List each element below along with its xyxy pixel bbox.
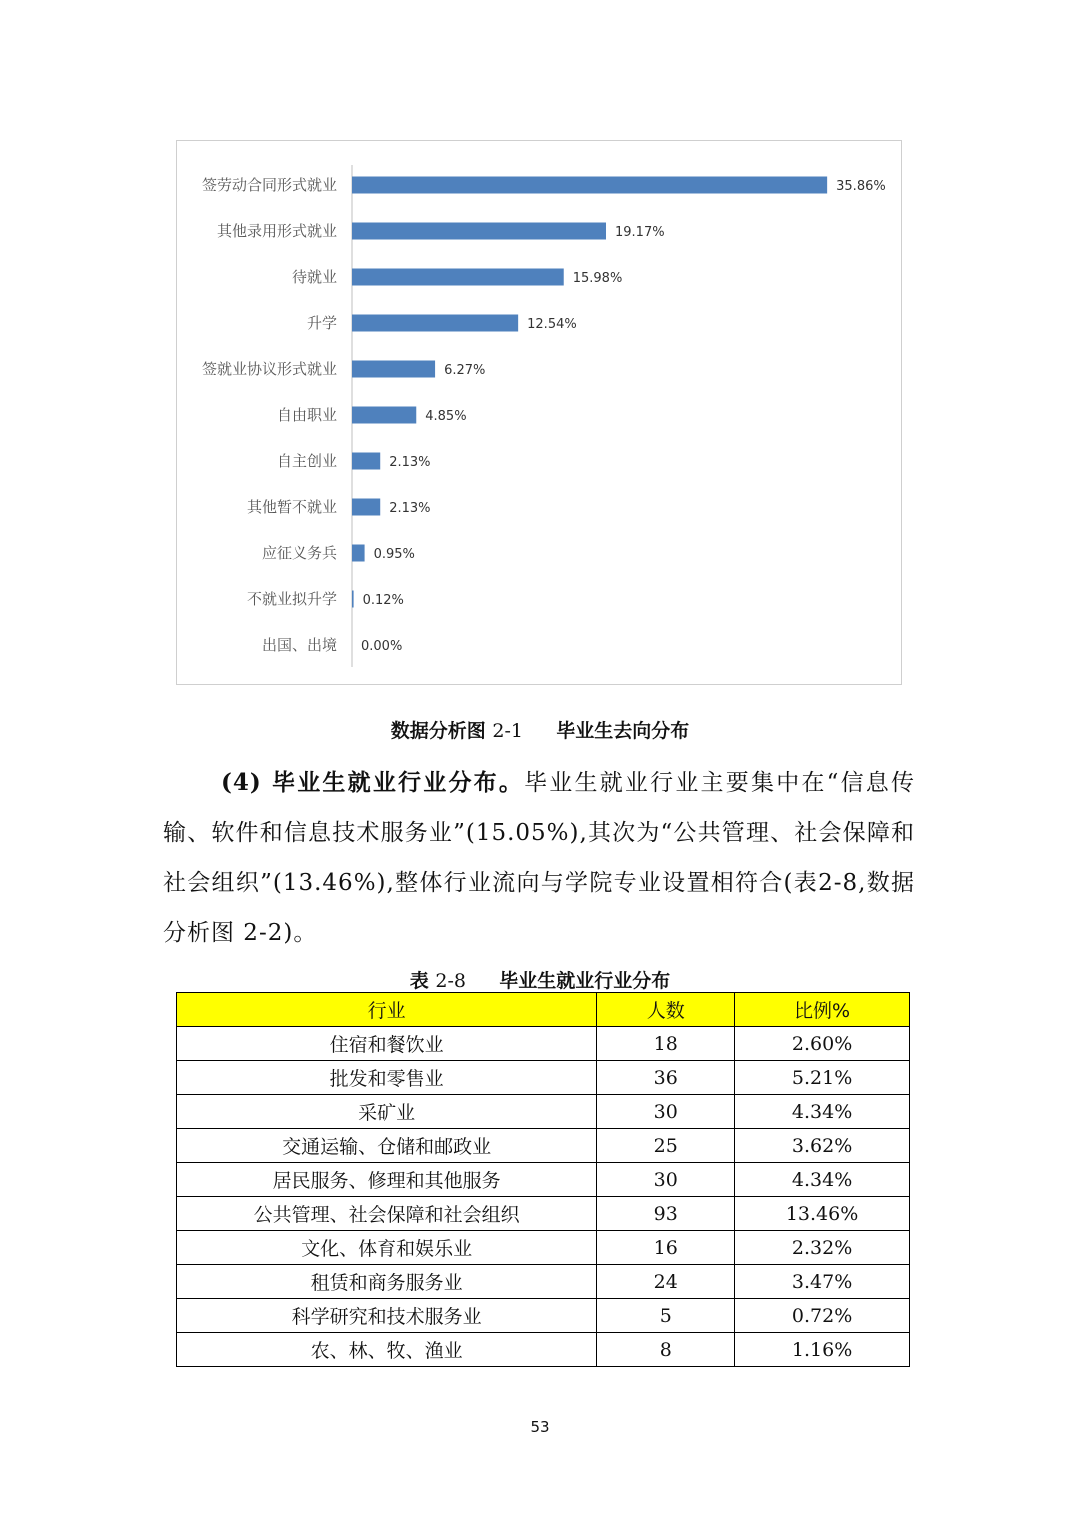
figure-caption [0,716,1080,743]
industry-cell: 文化、体育和娱乐业 [177,1231,597,1265]
category-label: 升学 [306,314,337,332]
bar [352,453,380,470]
bar-value-label: 12.54% [527,317,577,332]
header-ratio: 比例% [735,993,910,1027]
paragraph-lead: (4) 毕业生就业行业分布。 [221,769,525,796]
table-header-row [177,993,910,1027]
table-row [177,1095,910,1129]
industry-cell: 批发和零售业 [177,1061,597,1095]
category-label: 不就业拟升学 [246,590,337,608]
ratio-cell: 4.34% [735,1163,910,1197]
table-row [177,1163,910,1197]
category-label: 签就业协议形式就业 [201,360,337,378]
count-cell: 24 [597,1265,735,1299]
bar [352,269,564,286]
count-cell: 36 [597,1061,735,1095]
industry-cell: 农、林、牧、渔业 [177,1333,597,1367]
table-row [177,1299,910,1333]
category-label: 其他录用形式就业 [216,222,337,240]
count-cell: 16 [597,1231,735,1265]
table-caption [0,966,1080,993]
category-label: 自由职业 [276,406,337,424]
bar-chart-svg [177,141,903,686]
count-cell: 93 [597,1197,735,1231]
ratio-cell: 5.21% [735,1061,910,1095]
industry-table [176,992,910,1367]
bar-value-label: 0.12% [362,593,404,608]
ratio-cell: 1.16% [735,1333,910,1367]
count-cell: 30 [597,1163,735,1197]
table-row [177,1197,910,1231]
header-industry: 行业 [177,993,597,1027]
ratio-cell: 4.34% [735,1095,910,1129]
category-label: 其他暂不就业 [246,498,337,516]
industry-cell: 住宿和餐饮业 [177,1027,597,1061]
bar-value-label: 4.85% [425,409,467,424]
count-cell: 18 [597,1027,735,1061]
category-label: 自主创业 [276,452,337,470]
table-caption-title: 毕业生就业行业分布 [499,970,671,992]
count-cell: 25 [597,1129,735,1163]
ratio-cell: 2.60% [735,1027,910,1061]
page-number: 53 [530,1418,550,1436]
table-row [177,1333,910,1367]
bar-value-label: 0.00% [361,639,403,654]
bar [352,223,606,240]
count-cell: 30 [597,1095,735,1129]
bar [352,315,518,332]
category-label: 签劳动合同形式就业 [201,176,337,194]
ratio-cell: 3.47% [735,1265,910,1299]
count-cell: 5 [597,1299,735,1333]
table-row [177,1027,910,1061]
ratio-cell: 2.32% [735,1231,910,1265]
industry-cell: 居民服务、修理和其他服务 [177,1163,597,1197]
body-paragraph [163,758,915,958]
bar-value-label: 35.86% [836,179,886,194]
count-cell: 8 [597,1333,735,1367]
category-label: 待就业 [291,268,337,286]
table-row [177,1061,910,1095]
bar [352,361,435,378]
bar-value-label: 2.13% [389,455,431,470]
table-caption-prefix: 表 [409,970,429,992]
figure-caption-prefix: 数据分析图 [390,720,486,742]
category-label: 出国、出境 [261,636,337,654]
bar-chart [176,140,902,685]
table-row [177,1129,910,1163]
category-label: 应征义务兵 [261,544,337,562]
bar-value-label: 2.13% [389,501,431,516]
industry-cell: 交通运输、仓储和邮政业 [177,1129,597,1163]
bar-value-label: 0.95% [373,547,415,562]
ratio-cell: 3.62% [735,1129,910,1163]
industry-cell: 租赁和商务服务业 [177,1265,597,1299]
bar [352,499,380,516]
industry-cell: 公共管理、社会保障和社会组织 [177,1197,597,1231]
table-caption-number: 2-8 [435,970,466,992]
figure-caption-number: 2-1 [492,720,523,742]
header-count: 人数 [597,993,735,1027]
bar [352,407,416,424]
bar-value-label: 19.17% [615,225,665,240]
bar-value-label: 15.98% [572,271,623,286]
figure-caption-title: 毕业生去向分布 [556,720,690,742]
bar-value-label: 6.27% [444,363,486,378]
bar [352,591,354,608]
industry-cell: 科学研究和技术服务业 [177,1299,597,1333]
table-row [177,1265,910,1299]
paragraph-body: 毕业生就业行业主要集中在“信息传输、软件和信息技术服务业”(15.05%),其次为“公共管理、社会保障和社会组织”(13.46%),整体行业流向与学院专业设置相符合(表2-8,数据分析图 2-2)。 [163,770,915,946]
industry-cell: 采矿业 [177,1095,597,1129]
table-row [177,1231,910,1265]
bar [352,177,827,194]
bar [352,545,365,562]
ratio-cell: 0.72% [735,1299,910,1333]
ratio-cell: 13.46% [735,1197,910,1231]
